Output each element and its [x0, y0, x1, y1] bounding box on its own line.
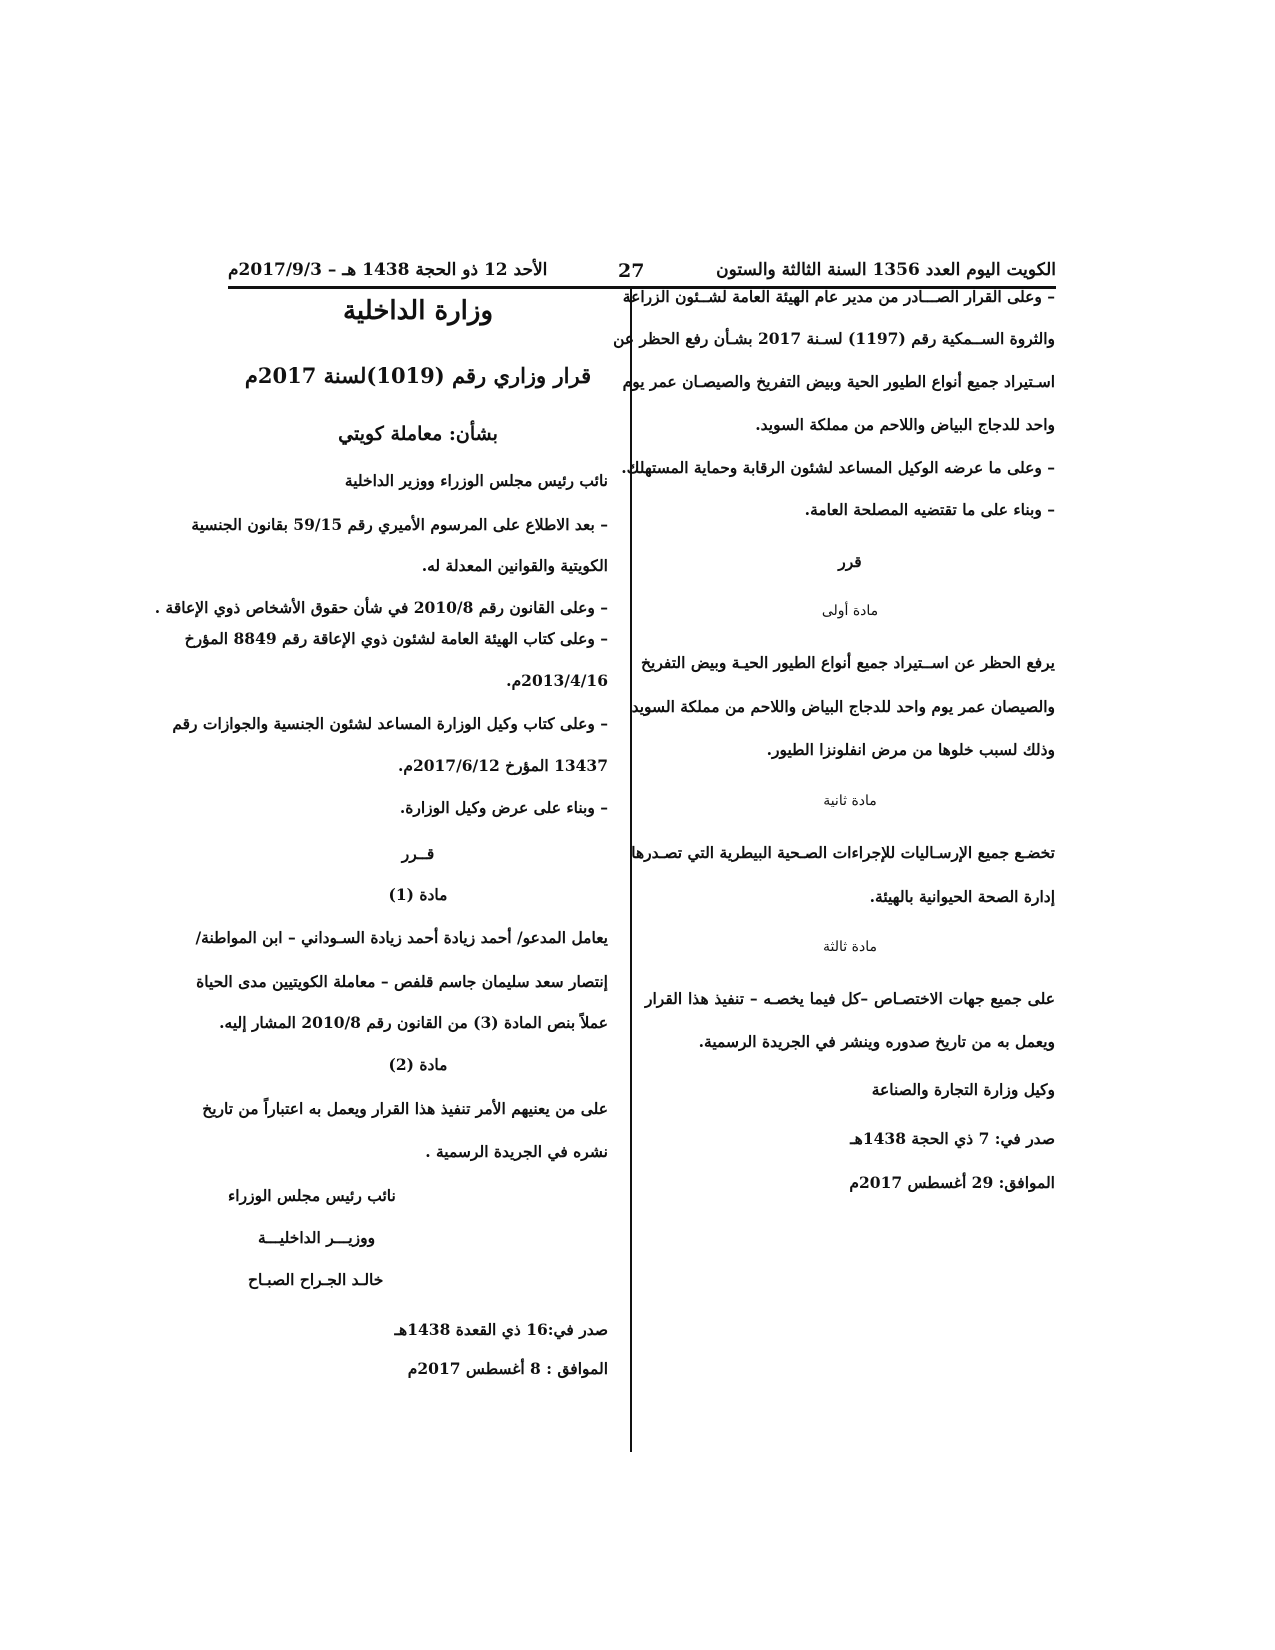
text-line: – وعلى كتاب وكيل الوزارة المساعد لشئون الجنسية والجوازات رقم	[172, 714, 608, 733]
header-issue-info: الكويت اليوم العدد 1356 السنة الثالثة والستون	[716, 260, 1056, 280]
text-line: نشره في الجريدة الرسمية .	[425, 1142, 608, 1161]
article-heading: مادة (2)	[388, 1055, 448, 1074]
article-heading: مادة ثانية	[823, 793, 877, 809]
text-line: يعامل المدعو/ أحمد زيادة أحمد زيادة السـوداني – ابن المواطنة/	[195, 928, 608, 947]
issue-date-hijri: صدر في: 7 ذي الحجة 1438هـ	[850, 1129, 1055, 1148]
text-line: عملاً بنص المادة (3) من القانون رقم 2010/8 المشار إليه.	[219, 1013, 608, 1032]
decision-title: قرار وزاري رقم (1019)لسنة 2017م	[244, 363, 592, 388]
text-line: الكويتية والقوانين المعدلة له.	[421, 556, 608, 575]
text-line: – وعلى القرار الصـــادر من مدير عام الهيئة العامة لشــئون الزراعة	[622, 287, 1055, 306]
signature-line: نائب رئيس مجلس الوزراء	[228, 1186, 396, 1205]
issuer-line: نائب رئيس مجلس الوزراء ووزير الداخلية	[344, 471, 608, 490]
issue-date-hijri: صدر في:16 ذي القعدة 1438هـ	[394, 1320, 608, 1339]
issue-date-gregorian: الموافق: 29 أغسطس 2017م	[849, 1173, 1055, 1192]
text-line: على جميع جهات الاختصـاص –كل فيما يخصـه – تنفيذ هذا القرار	[645, 989, 1055, 1008]
signature-line: ووزيـــر الداخليـــة	[258, 1228, 376, 1247]
text-line: إدارة الصحة الحيوانية بالهيئة.	[869, 887, 1055, 906]
page-header	[228, 256, 1056, 286]
signature-title: وكيل وزارة التجارة والصناعة	[871, 1080, 1055, 1099]
signature-name: خالـد الجـراح الصبـاح	[248, 1270, 384, 1289]
text-line: 2013/4/16م.	[506, 671, 608, 690]
text-line: تخضـع جميع الإرسـاليات للإجراءات الصـحية البيطرية التي تصـدرها	[631, 843, 1055, 862]
decision-subject: بشأن: معاملة كويتي	[338, 423, 498, 445]
section-heading: قــرر	[401, 844, 435, 863]
article-heading: مادة (1)	[388, 885, 448, 904]
text-line: يرفع الحظر عن اســتيراد جميع أنواع الطيور الحيـة وبيض التفريخ	[641, 653, 1055, 672]
text-line: ويعمل به من تاريخ صدوره وينشر في الجريدة الرسمية.	[698, 1032, 1055, 1051]
text-line: – وعلى القانون رقم 2010/8 في شأن حقوق الأشخاص ذوي الإعاقة .	[154, 598, 608, 617]
text-line: – بعد الاطلاع على المرسوم الأميري رقم 59/15 بقانون الجنسية	[191, 515, 608, 534]
text-line: والثروة الســمكية رقم (1197) لسـنة 2017 بشـأن رفع الحظر عن	[613, 329, 1055, 348]
section-heading: قرر	[838, 552, 862, 571]
text-line: اسـتيراد جميع أنواع الطيور الحية وبيض التفريخ والصيصـان عمر يوم	[622, 372, 1055, 391]
article-heading: مادة ثالثة	[823, 939, 877, 955]
text-line: 13437 المؤرخ 2017/6/12م.	[397, 756, 608, 775]
text-line: والصيصان عمر يوم واحد للدجاج البياض واللاحم من مملكة السويد	[631, 697, 1055, 716]
text-line: على من يعنيهم الأمر تنفيذ هذا القرار ويعمل به اعتباراً من تاريخ	[202, 1099, 608, 1118]
text-line: – وبناء على ما تقتضيه المصلحة العامة.	[804, 500, 1055, 519]
text-line: واحد للدجاج البياض واللاحم من مملكة السويد.	[755, 415, 1055, 434]
text-line: – وعلى كتاب الهيئة العامة لشئون ذوي الإعاقة رقم 8849 المؤرخ	[184, 629, 608, 648]
ministry-heading: وزارة الداخلية	[342, 296, 494, 326]
header-page-number: 27	[618, 260, 645, 282]
text-line: وذلك لسبب خلوها من مرض انفلونزا الطيور.	[766, 740, 1055, 759]
text-line: – وعلى ما عرضه الوكيل المساعد لشئون الرقابة وحماية المستهلك.	[621, 458, 1055, 477]
text-line: – وبناء على عرض وكيل الوزارة.	[399, 798, 608, 817]
text-line: إنتصار سعد سليمان جاسم قلفص – معاملة الكويتيين مدى الحياة	[196, 972, 608, 991]
header-date: الأحد 12 ذو الحجة 1438 هـ – 2017/9/3م	[228, 260, 548, 280]
issue-date-gregorian: الموافق : 8 أغسطس 2017م	[407, 1359, 608, 1378]
article-heading: مادة أولى	[821, 603, 879, 619]
